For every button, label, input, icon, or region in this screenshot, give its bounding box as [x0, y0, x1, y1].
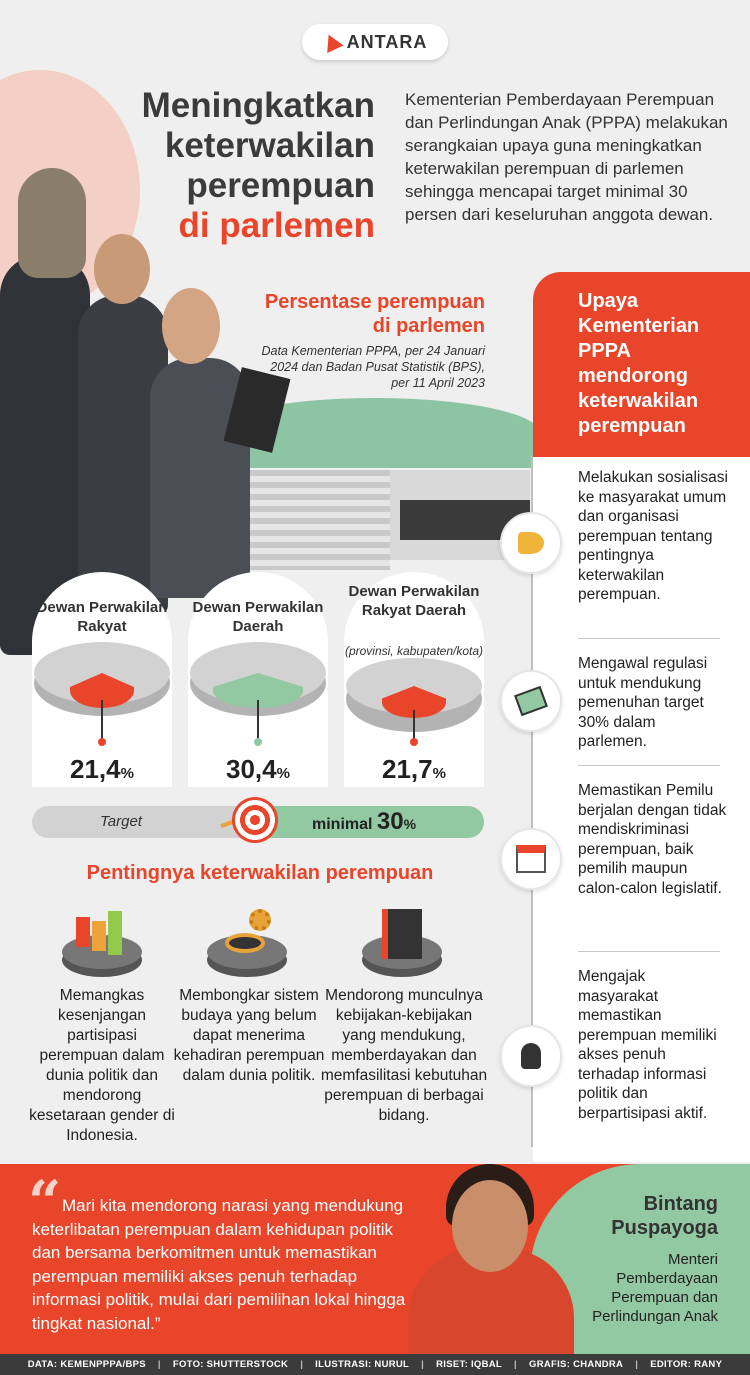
credit-item: DATA: KEMENPPPA/BPS [27, 1359, 146, 1370]
card-value: 21,4% [70, 754, 134, 784]
importance-text: Mendorong munculnya kebijakan-kebijakan yang mendukung, memberdayakan dan memfasilitasi kebutuhan perempuan di berbagai bidang. [320, 987, 488, 1124]
target-label: Target [100, 813, 142, 830]
ballot-box-icon [500, 828, 562, 890]
pie-chart [190, 642, 326, 704]
pin-dot [410, 738, 418, 746]
gavel-icon [500, 670, 562, 732]
book-icon [362, 905, 442, 977]
bar [108, 911, 122, 955]
speaker-role: Menteri Pemberdayaan Perempuan dan Perlindungan Anak [592, 1251, 718, 1325]
target-value: minimal 30% [312, 808, 417, 835]
speaker-portrait-face [452, 1180, 528, 1272]
credits-footer: DATA: KEMENPPPA/BPS | FOTO: SHUTTERSTOCK | ILUSTRASI: NURUL | RISET: IQBAL | GRAFIS: CHANDRA | EDITOR: RANY [0, 1354, 750, 1375]
data-source: Data Kementerian PPPA, per 24 Januari 2024 dan Badan Pusat Statistik (BPS), per 11 April 2023 [261, 344, 485, 390]
bar [76, 917, 90, 947]
woman-head-illustration [162, 288, 220, 364]
quote-text: Mari kita mendorong narasi yang mendukung keterlibatan perempuan dalam kehidupan politik dan bersama berkomitmen untuk memastikan perempuan memiliki akses penuh terhadap informasi politik, mulai dari pemilihan lokal hingga tingkat nasional.” [32, 1196, 406, 1333]
gears-icon [207, 905, 287, 977]
card-label: Dewan Perwakilan Rakyat [36, 599, 168, 635]
pie-chart [34, 642, 170, 704]
antara-logo [302, 24, 448, 60]
woman-info-icon [500, 1025, 562, 1087]
intro-paragraph: Kementerian Pemberdayaan Perempuan dan Perlindungan Anak (PPPA) melakukan serangkaian upaya guna meningkatkan keterwakilan perempuan di parlemen sehingga mencapai target minimal 30 persen dari keseluruhan anggota dewan. [405, 90, 728, 224]
card-value: 21,7% [382, 754, 446, 784]
target-bullseye-icon [232, 797, 278, 843]
stat-card-dpr [32, 572, 172, 787]
logo-text: ANTARA [346, 31, 428, 52]
title-line: Meningkatkan [141, 86, 375, 125]
speaker-name: Bintang Puspayoga [611, 1193, 718, 1239]
title-line-highlight: di parlemen [178, 206, 375, 245]
divider [578, 765, 720, 766]
pin-line [101, 700, 103, 740]
gear [225, 933, 265, 953]
credit-item: GRAFIS: CHANDRA [529, 1359, 624, 1370]
title-line: keterwakilan [164, 126, 375, 165]
card-label: Dewan Perwakilan Daerah [192, 599, 324, 635]
card-sublabel: (provinsi, kabupaten/kota) [344, 644, 484, 658]
antara-logo-icon [320, 31, 343, 53]
title-line: perempuan [186, 166, 375, 205]
pin-dot [254, 738, 262, 746]
credit-item: EDITOR: RANY [650, 1359, 723, 1370]
stat-card-dpd [188, 572, 328, 787]
divider [578, 951, 720, 952]
credit-item: FOTO: SHUTTERSTOCK [172, 1359, 289, 1370]
stat-card-dprd [344, 572, 484, 787]
efforts-title: Upaya Kementerian PPPA mendorong keterwakilan perempuan [578, 290, 700, 437]
effort-text: Melakukan sosialisasi ke masyarakat umum dan organisasi perempuan tentang pentingnya keterwakilan perempuan. [578, 469, 728, 603]
effort-text: Memastikan Pemilu berjalan dengan tidak mendiskriminasi perempuan, baik pemilih maupun calon-calon legislatif. [578, 782, 727, 897]
book [382, 909, 422, 959]
gear [249, 909, 271, 931]
pin-dot [98, 738, 106, 746]
importance-title: Pentingnya keterwakilan perempuan [86, 862, 434, 884]
pie-chart [346, 658, 482, 714]
divider [578, 638, 720, 639]
hijab-illustration [18, 168, 86, 278]
bar [92, 921, 106, 951]
quote-mark-icon: “ [28, 1168, 62, 1236]
importance-text: Membongkar sistem budaya yang belum dapat menerima kehadiran perempuan dalam dunia politik. [173, 987, 325, 1084]
card-value: 30,4% [226, 754, 290, 784]
pin-line [257, 700, 259, 740]
percentage-title: Persentase perempuan di parlemen [264, 291, 485, 337]
card-label: Dewan Perwakilan Rakyat Daerah [348, 583, 480, 619]
credit-item: RISET: IQBAL [436, 1359, 503, 1370]
importance-text: Memangkas kesenjangan partisipasi perempuan dalam dunia politik dan mendorong kesetaraan gender di Indonesia. [29, 987, 175, 1144]
megaphone-icon [500, 512, 562, 574]
effort-text: Mengajak masyarakat memastikan perempuan memiliki akses penuh terhadap informasi politik dan berpartisipasi aktif. [578, 968, 717, 1122]
bar-chart-icon [62, 905, 142, 977]
woman-head-illustration [94, 234, 150, 304]
credit-item: ILUSTRASI: NURUL [315, 1359, 410, 1370]
effort-text: Mengawal regulasi untuk mendukung pemenuhan target 30% dalam parlemen. [578, 655, 708, 750]
page-title [80, 86, 375, 246]
